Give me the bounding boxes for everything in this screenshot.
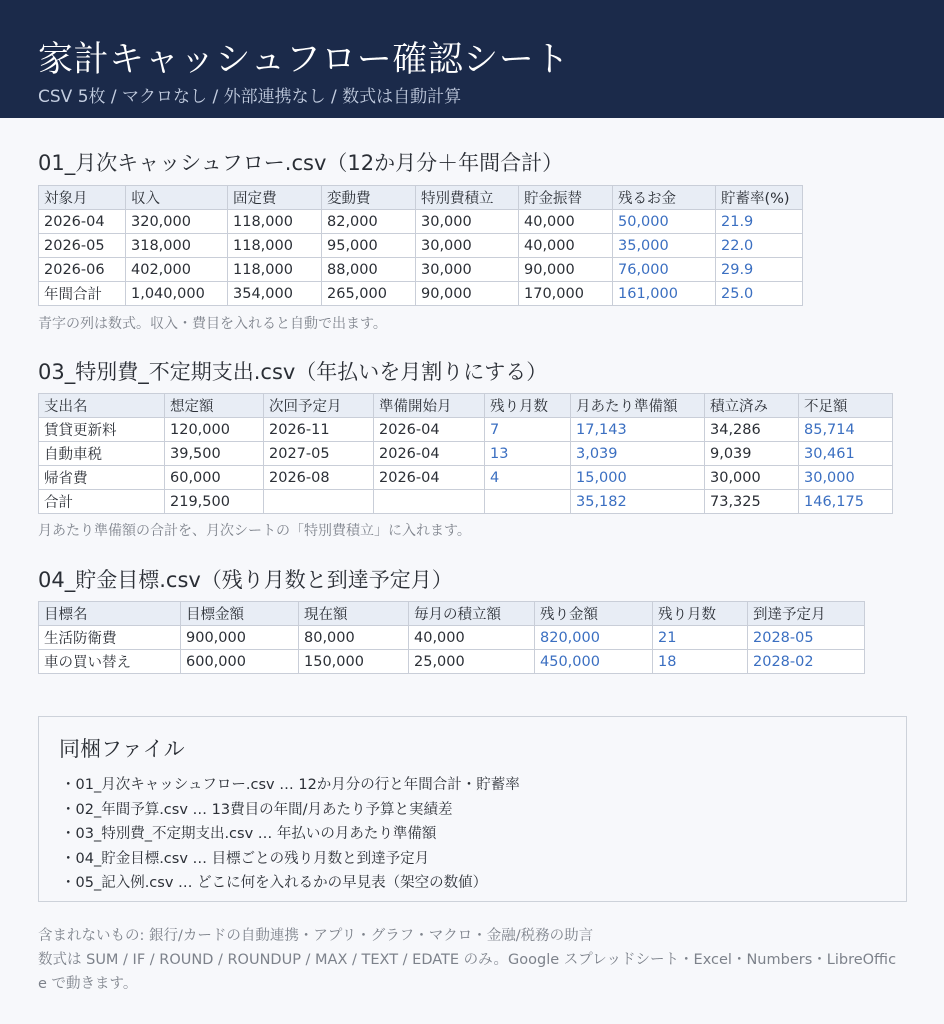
table-cell[interactable]: 80,000 — [299, 626, 409, 650]
formula-cell[interactable]: 17,143 — [571, 418, 705, 442]
column-header: 想定額 — [165, 394, 264, 418]
column-header: 特別費積立 — [416, 186, 519, 210]
table-row — [39, 210, 803, 234]
bundled-files-list — [61, 773, 520, 896]
table-cell[interactable]: 60,000 — [165, 466, 264, 490]
table-cell[interactable]: 90,000 — [416, 282, 519, 306]
table-cell[interactable]: 2026-06 — [39, 258, 126, 282]
table-cell[interactable] — [264, 490, 374, 514]
table-cell[interactable]: 自動車税 — [39, 442, 165, 466]
column-header: 目標金額 — [181, 602, 299, 626]
special-section-title: 03_特別費_不定期支出.csv（年払いを月割りにする） — [38, 360, 548, 384]
table-cell[interactable]: 30,000 — [705, 466, 799, 490]
list-item: ・04_貯金目標.csv … 目標ごとの残り月数と到達予定月 — [61, 850, 430, 867]
column-header: 貯蓄率(%) — [716, 186, 803, 210]
column-header: 月あたり準備額 — [571, 394, 705, 418]
formula-cell[interactable]: 21.9 — [716, 210, 803, 234]
formula-cell[interactable]: 35,000 — [613, 234, 716, 258]
page-header — [0, 0, 944, 118]
table-cell[interactable]: 25,000 — [409, 650, 535, 674]
table-total-row — [39, 490, 893, 514]
footer-formulas: 数式は SUM / IF / ROUND / ROUNDUP / MAX / TEXT / EDATE のみ。Google スプレッドシート・Excel・Numbers・LibreOffice で動きます。 — [38, 952, 897, 992]
list-item: ・01_月次キャッシュフロー.csv … 12か月分の行と年間合計・貯蓄率 — [61, 777, 520, 793]
table-cell[interactable]: 354,000 — [228, 282, 322, 306]
table-row — [39, 650, 865, 674]
table-cell[interactable]: 合計 — [39, 490, 165, 514]
page-subtitle: CSV 5枚 / マクロなし / 外部連携なし / 数式は自動計算 — [38, 87, 462, 107]
formula-cell[interactable] — [485, 490, 571, 514]
table-cell[interactable]: 219,500 — [165, 490, 264, 514]
table-cell[interactable]: 1,040,000 — [126, 282, 228, 306]
monthly-table — [38, 185, 803, 306]
column-header: 固定費 — [228, 186, 322, 210]
column-header: 到達予定月 — [748, 602, 865, 626]
list-item: ・05_記入例.csv … どこに何を入れるかの早見表（架空の数値） — [61, 875, 488, 891]
table-cell[interactable]: 2026-04 — [374, 466, 485, 490]
table-row — [39, 442, 893, 466]
table-cell[interactable]: 30,000 — [416, 234, 519, 258]
goals-section-title: 04_貯金目標.csv（残り月数と到達予定月） — [38, 568, 453, 592]
table-cell[interactable]: 40,000 — [519, 234, 613, 258]
formula-cell[interactable]: 7 — [485, 418, 571, 442]
list-item: ・02_年間予算.csv … 13費目の年間/月あたり予算と実績差 — [61, 801, 453, 818]
formula-cell[interactable]: 4 — [485, 466, 571, 490]
monthly-note: 青字の列は数式。収入・費目を入れると自動で出ます。 — [38, 316, 387, 332]
table-cell[interactable]: 車の買い替え — [39, 650, 181, 674]
table-header-row — [39, 602, 865, 626]
column-header: 残り月数 — [653, 602, 748, 626]
table-cell[interactable]: 118,000 — [228, 234, 322, 258]
table-header-row — [39, 394, 893, 418]
formula-cell[interactable]: 450,000 — [535, 650, 653, 674]
column-header: 収入 — [126, 186, 228, 210]
table-cell[interactable]: 2026-05 — [39, 234, 126, 258]
table-total-row — [39, 282, 803, 306]
formula-cell[interactable]: 146,175 — [799, 490, 893, 514]
table-cell[interactable]: 150,000 — [299, 650, 409, 674]
column-header: 毎月の積立額 — [409, 602, 535, 626]
column-header: 変動費 — [322, 186, 416, 210]
footer-notes — [38, 924, 904, 996]
formula-cell[interactable]: 30,461 — [799, 442, 893, 466]
formula-cell[interactable]: 22.0 — [716, 234, 803, 258]
formula-cell[interactable]: 25.0 — [716, 282, 803, 306]
table-cell[interactable]: 30,000 — [416, 258, 519, 282]
table-cell[interactable]: 生活防衛費 — [39, 626, 181, 650]
column-header: 残り金額 — [535, 602, 653, 626]
goals-table — [38, 601, 865, 674]
special-table — [38, 393, 893, 514]
table-cell[interactable]: 賃貸更新料 — [39, 418, 165, 442]
table-cell[interactable]: 90,000 — [519, 258, 613, 282]
table-cell[interactable]: 82,000 — [322, 210, 416, 234]
monthly-section-title: 01_月次キャッシュフロー.csv（12か月分＋年間合計） — [38, 151, 564, 175]
table-cell[interactable]: 9,039 — [705, 442, 799, 466]
table-cell[interactable]: 40,000 — [519, 210, 613, 234]
page-title: 家計キャッシュフロー確認シート — [38, 40, 570, 80]
formula-cell[interactable]: 15,000 — [571, 466, 705, 490]
column-header: 残り月数 — [485, 394, 571, 418]
column-header: 不足額 — [799, 394, 893, 418]
table-row — [39, 626, 865, 650]
formula-cell[interactable]: 161,000 — [613, 282, 716, 306]
table-cell[interactable]: 402,000 — [126, 258, 228, 282]
table-cell[interactable]: 95,000 — [322, 234, 416, 258]
formula-cell[interactable]: 85,714 — [799, 418, 893, 442]
table-cell[interactable]: 320,000 — [126, 210, 228, 234]
formula-cell[interactable]: 35,182 — [571, 490, 705, 514]
table-row — [39, 234, 803, 258]
table-cell[interactable]: 2026-04 — [374, 442, 485, 466]
table-cell[interactable]: 118,000 — [228, 210, 322, 234]
table-cell[interactable]: 265,000 — [322, 282, 416, 306]
table-cell[interactable]: 39,500 — [165, 442, 264, 466]
table-header-row — [39, 186, 803, 210]
table-cell[interactable]: 帰省費 — [39, 466, 165, 490]
table-cell[interactable]: 170,000 — [519, 282, 613, 306]
formula-cell[interactable]: 3,039 — [571, 442, 705, 466]
formula-cell[interactable]: 2028-02 — [748, 650, 865, 674]
table-cell[interactable]: 2027-05 — [264, 442, 374, 466]
column-header: 準備開始月 — [374, 394, 485, 418]
column-header: 現在額 — [299, 602, 409, 626]
column-header: 積立済み — [705, 394, 799, 418]
formula-cell[interactable]: 18 — [653, 650, 748, 674]
special-note: 月あたり準備額の合計を、月次シートの「特別費積立」に入れます。 — [38, 523, 471, 539]
table-row — [39, 466, 893, 490]
column-header: 次回予定月 — [264, 394, 374, 418]
table-cell[interactable]: 900,000 — [181, 626, 299, 650]
formula-cell[interactable]: 30,000 — [799, 466, 893, 490]
table-cell[interactable]: 88,000 — [322, 258, 416, 282]
list-item: ・03_特別費_不定期支出.csv … 年払いの月あたり準備額 — [61, 826, 437, 842]
column-header: 残るお金 — [613, 186, 716, 210]
column-header: 支出名 — [39, 394, 165, 418]
column-header: 貯金振替 — [519, 186, 613, 210]
table-row — [39, 258, 803, 282]
footer-exclusions: 含まれないもの: 銀行/カードの自動連携・アプリ・グラフ・マクロ・金融/税務の助言 — [38, 928, 594, 944]
formula-cell[interactable]: 21 — [653, 626, 748, 650]
table-cell[interactable]: 120,000 — [165, 418, 264, 442]
table-cell[interactable]: 2026-11 — [264, 418, 374, 442]
table-cell[interactable]: 年間合計 — [39, 282, 126, 306]
table-row — [39, 418, 893, 442]
formula-cell[interactable]: 820,000 — [535, 626, 653, 650]
formula-cell[interactable]: 29.9 — [716, 258, 803, 282]
table-cell[interactable]: 34,286 — [705, 418, 799, 442]
formula-cell[interactable]: 50,000 — [613, 210, 716, 234]
table-cell[interactable] — [374, 490, 485, 514]
table-cell[interactable]: 2026-04 — [39, 210, 126, 234]
table-cell[interactable]: 73,325 — [705, 490, 799, 514]
column-header: 目標名 — [39, 602, 181, 626]
column-header: 対象月 — [39, 186, 126, 210]
table-cell[interactable]: 30,000 — [416, 210, 519, 234]
bundled-files-box — [38, 716, 907, 902]
table-cell[interactable]: 2026-08 — [264, 466, 374, 490]
table-cell[interactable]: 600,000 — [181, 650, 299, 674]
formula-cell[interactable]: 13 — [485, 442, 571, 466]
formula-cell[interactable]: 76,000 — [613, 258, 716, 282]
bundled-files-title: 同梱ファイル — [59, 737, 185, 761]
table-cell[interactable]: 318,000 — [126, 234, 228, 258]
table-cell[interactable]: 2026-04 — [374, 418, 485, 442]
table-cell[interactable]: 118,000 — [228, 258, 322, 282]
table-cell[interactable]: 40,000 — [409, 626, 535, 650]
formula-cell[interactable]: 2028-05 — [748, 626, 865, 650]
